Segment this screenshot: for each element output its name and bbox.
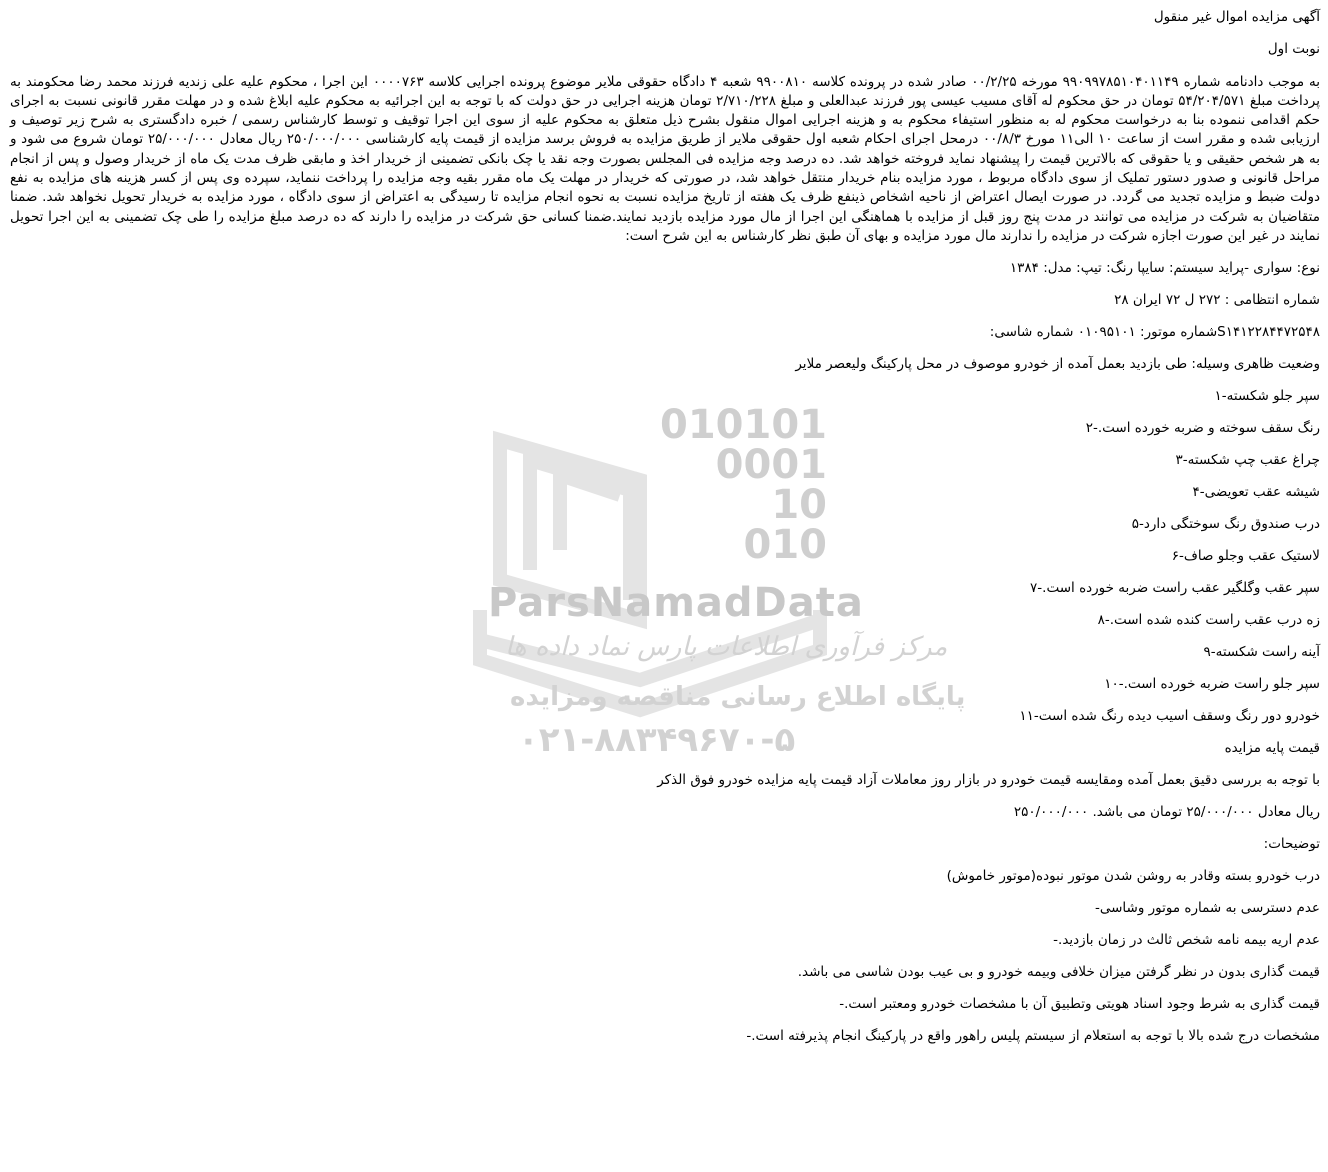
note-item: درب خودرو بسته وقادر به روشن شدن موتور نبوده(موتور خاموش) bbox=[946, 868, 1320, 885]
notice-title: آگهی مزایده اموال غیر منقول bbox=[1153, 9, 1320, 25]
watermark-phone: ۰۲۱-۸۸۳۴۹۶۷۰-۵ bbox=[518, 720, 796, 760]
damage-item: سپر جلو شکسته-۱ bbox=[1214, 388, 1320, 405]
notes-heading: توضیحات: bbox=[1263, 836, 1320, 853]
watermark-brand: ParsNamadData bbox=[488, 580, 864, 626]
damage-item: زه درب عقب راست کنده شده است.-۸ bbox=[1097, 612, 1320, 629]
note-item: عدم دسترسی به شماره موتور وشاسی- bbox=[1094, 900, 1320, 917]
base-price-amount: ریال معادل ۲۵/۰۰۰/۰۰۰ تومان می باشد. ۲۵۰/۰۰۰/۰۰۰ bbox=[1013, 804, 1320, 821]
watermark-subtitle: مرکز فرآوری اطلاعات پارس نماد داده ها bbox=[505, 632, 948, 662]
vehicle-plate-line: شماره انتظامی : ۲۷۲ ل ۷۲ ایران ۲۸ bbox=[1114, 292, 1320, 309]
damage-item: سپر عقب وگلگیر عقب راست ضربه خورده است.-۷ bbox=[1030, 580, 1320, 597]
notice-round: نوبت اول bbox=[1267, 41, 1320, 57]
base-price-text: با توجه به بررسی دقیق بعمل آمده ومقایسه قیمت خودرو در بازار روز معاملات آزاد قیمت پایه مزایده خودرو فوق الذکر bbox=[657, 772, 1320, 789]
damage-item: چراغ عقب چپ شکسته-۳ bbox=[1175, 452, 1320, 469]
note-item: قیمت گذاری به شرط وجود اسناد هویتی وتطبیق آن با مشخصات خودرو ومعتبر است.- bbox=[839, 996, 1320, 1013]
damage-item: لاستیک عقب وجلو صاف-۶ bbox=[1171, 548, 1320, 565]
note-item: مشخصات درج شده بالا با توجه به استعلام از سیستم پلیس راهور واقع در پارکینگ انجام پذیرفته است.- bbox=[746, 1028, 1320, 1045]
damage-item: سپر جلو راست ضربه خورده است.-۱۰ bbox=[1104, 676, 1320, 693]
damage-item: آینه راست شکسته-۹ bbox=[1203, 644, 1320, 661]
damage-item: خودرو دور رنگ وسقف اسیب دیده رنگ شده است-۱۱ bbox=[1019, 708, 1320, 725]
note-item: قیمت گذاری بدون در نظر گرفتن میزان خلافی وبیمه خودرو و بی عیب بودن شاسی می باشد. bbox=[797, 964, 1320, 981]
damage-item: درب صندوق رنگ سوختگی دارد-۵ bbox=[1131, 516, 1320, 533]
watermark-tagline: پایگاه اطلاع رسانی مناقصه ومزایده bbox=[510, 682, 966, 712]
damage-item: شیشه عقب تعویضی-۴ bbox=[1192, 484, 1320, 501]
watermark-bits: 010101 0001 10 010 bbox=[660, 402, 827, 568]
vehicle-engine-line: S۱۴۱۲۲۸۴۴۷۲۵۴۸شماره موتور: ۰۱۰۹۵۱۰۱ شماره شاسی: bbox=[989, 324, 1320, 341]
damage-item: رنگ سقف سوخته و ضربه خورده است.-۲ bbox=[1085, 420, 1320, 437]
base-price-heading: قیمت پایه مزایده bbox=[1224, 740, 1320, 757]
note-item: عدم اریه بیمه نامه شخص ثالث در زمان بازدید.- bbox=[1053, 932, 1320, 949]
notice-body-paragraph: به موجب دادنامه شماره ۹۹۰۹۹۷۸۵۱۰۴۰۱۱۴۹ مورخه ۰۰/۲/۲۵ صادر شده در پرونده کلاسه ۹۹۰۰۸۱۰ شعبه ۴ دادگاه حقوقی ملایر موضوع پرونده اجرایی کلاسه ۰۰۰۰۷۶۳ این اجرا ، محکوم علیه علی زندیه فرزند محمد رضا محکومند به پرداخت مبلغ ۵۴/۲۰۴/۵۷۱ تومان در حق محکوم له آقای مسیب عیسی پور فرزند عبدالعلی و مبلغ ۲/۷۱۰/۲۲۸ تومان هزینه اجرایی در حق دولت که با توجه به این اجرائیه به محکوم علیه ابلاغ شده و در مهلت مقرر قانونی نسبت به اجرای حکم اقدامی ننموده بنا به درخواست محکوم له به منظور استیفاء محکوم به و هزینه اجرایی اموال منقول بشرح ذیل متعلق به محکوم علیه از سوی این اجرا توقیف و توسط کارشناس رسمی / خبره دادگستری به شرح زیر توصیف و ارزیابی شده و مقرر است از ساعت ۱۰ الی۱۱ مورخ ۰۰/۸/۳ درمحل اجرای احکام شعبه اول حقوقی ملایر از طریق مزایده به فروش برسد مزایده از قیمت پایه کارشناسی ۲۵۰/۰۰۰/۰۰۰ ریال معادل ۲۵/۰۰۰/۰۰۰ تومان شروع می شود و به هر شخص حقیقی و یا حقوقی که بالاترین قیمت را پیشنهاد نماید فروخته خواهد شد. ده درصد وجه مزایده فی المجلس بصورت وجه نقد یا چک بانکی تضمینی از خریدار اخذ و مابقی ظرف مدت یک ماه از خریدار وصول و پس از انجام مراحل قانونی و صدور دستور تملیک از سوی دادگاه مربوط ، مورد مزایده بنام خریدار منتقل خواهد شد، در صورتی که خریدار در مهلت یک ماه مقرر بقیه وجه مزایده را پرداخت ننماید، سپرده وی پس از کسر هزینه های مزایده به نفع دولت ضبط و مزایده تجدید می گردد. در صورت ایصال اعتراض از ناحیه اشخاص ذینفع ظرف یک هفته از تاریخ مزایده نسبت به نحوه انجام مزایده تا رسیدگی به اعتراض از سوی دادگاه ، مورد مزایده به خریدار تحویل نخواهد شد. ضمنا متقاضیان به شرکت در مزایده می توانند در مدت پنج روز قبل از مزایده با هماهنگی این اجرا از مال مورد مزایده بازدید نمایند.ضمنا کسانی حق شرکت در مزایده را دارند که ده درصد مبلغ مزایده را طی چک تضمینی به این اجرا تحویل نمایند در غیر این صورت اجازه شرکت در مزایده را ندارند مال مورد مزایده و بهای آن طبق نظر کارشناس به این شرح است: bbox=[10, 73, 1320, 244]
vehicle-condition-line: وضعیت ظاهری وسیله: طی بازدید بعمل آمده از خودرو موصوف در محل پارکینگ ولیعصر ملایر bbox=[795, 356, 1320, 373]
vehicle-type-line: نوع: سواری -پراید سیستم: سایپا رنگ: تیپ: مدل: ۱۳۸۴ bbox=[1009, 260, 1320, 277]
